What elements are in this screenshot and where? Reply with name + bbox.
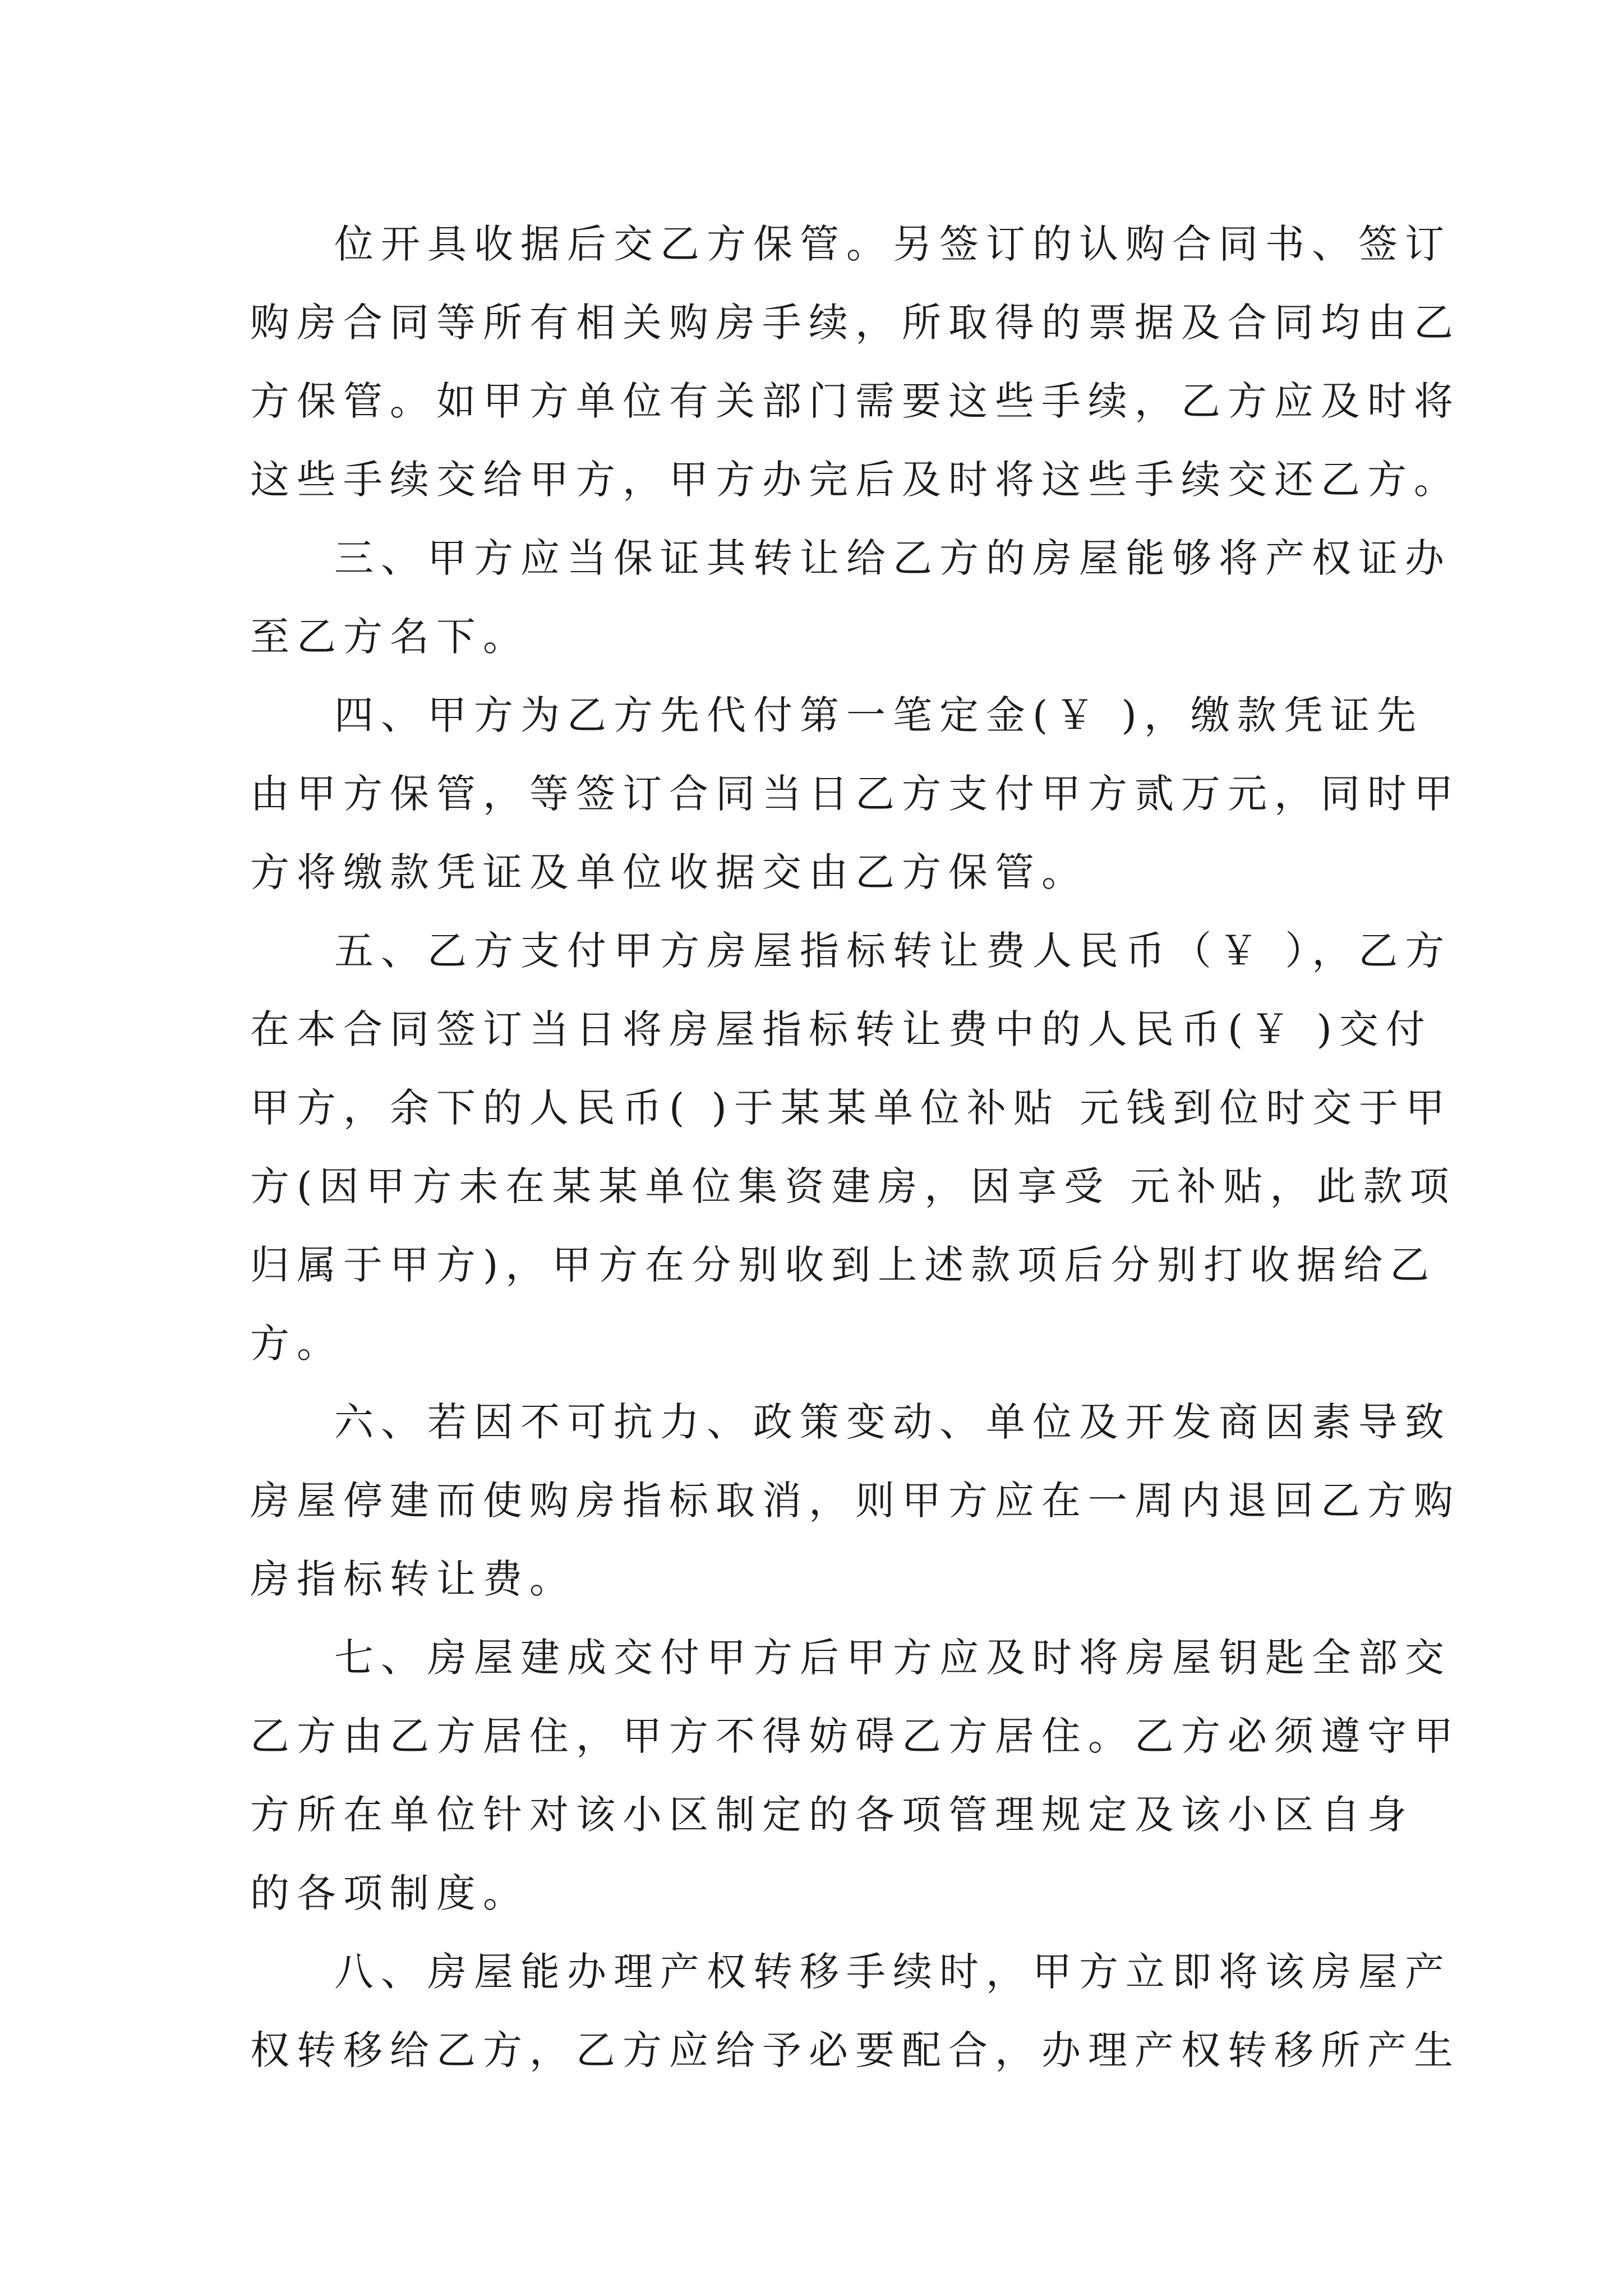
clause-six-line: 六、若因不可抗力、政策变动、单位及开发商因素导致	[334, 1399, 1451, 1445]
clause-four-line: 四、甲方为乙方先代付第一笔定金(￥ )，缴款凭证先	[334, 692, 1423, 738]
text-line: 的各项制度。	[250, 1870, 529, 1916]
text-line: 方。	[250, 1320, 343, 1366]
clause-seven-line: 七、房屋建成交付甲方后甲方应及时将房屋钥匙全部交	[334, 1635, 1451, 1681]
text-line: 方所在单位针对该小区制定的各项管理规定及该小区自身	[250, 1792, 1414, 1838]
document-body	[250, 205, 1460, 2090]
clause-three-line: 三、甲方应当保证其转让给乙方的房屋能够将产权证办	[334, 535, 1451, 581]
text-line: 至乙方名下。	[250, 614, 529, 660]
clause-eight-line: 八、房屋能办理产权转移手续时，甲方立即将该房屋产	[334, 1949, 1451, 1995]
text-line: 购房合同等所有相关购房手续，所取得的票据及合同均由乙	[250, 300, 1460, 346]
text-line: 房屋停建而使购房指标取消，则甲方应在一周内退回乙方购	[250, 1478, 1460, 1524]
text-line: 乙方由乙方居住，甲方不得妨碍乙方居住。乙方必须遵守甲	[250, 1713, 1460, 1759]
text-line: 由甲方保管，等签订合同当日乙方支付甲方贰万元，同时甲	[250, 771, 1460, 817]
text-line: 这些手续交给甲方，甲方办完后及时将这些手续交还乙方。	[250, 457, 1460, 503]
clause-five-line: 五、乙方支付甲方房屋指标转让费人民币（￥ ），乙方	[334, 928, 1452, 974]
text-line: 在本合同签订当日将房屋指标转让费中的人民币(￥ )交付	[250, 1006, 1432, 1052]
text-line: 方保管。如甲方单位有关部门需要这些手续，乙方应及时将	[250, 378, 1460, 424]
text-line: 甲方，余下的人民币( )于某某单位补贴 元钱到位时交于甲	[250, 1085, 1453, 1131]
text-line: 权转移给乙方，乙方应给予必要配合，办理产权转移所产生	[250, 2027, 1460, 2073]
text-line: 方将缴款凭证及单位收据交由乙方保管。	[250, 849, 1088, 895]
text-line: 位开具收据后交乙方保管。另签订的认购合同书、签订	[334, 221, 1451, 267]
text-line: 归属于甲方)，甲方在分别收到上述款项后分别打收据给乙	[250, 1242, 1437, 1288]
text-line: 方(因甲方未在某某单位集资建房，因享受 元补贴，此款项	[250, 1163, 1456, 1209]
text-line: 房指标转让费。	[250, 1556, 576, 1602]
